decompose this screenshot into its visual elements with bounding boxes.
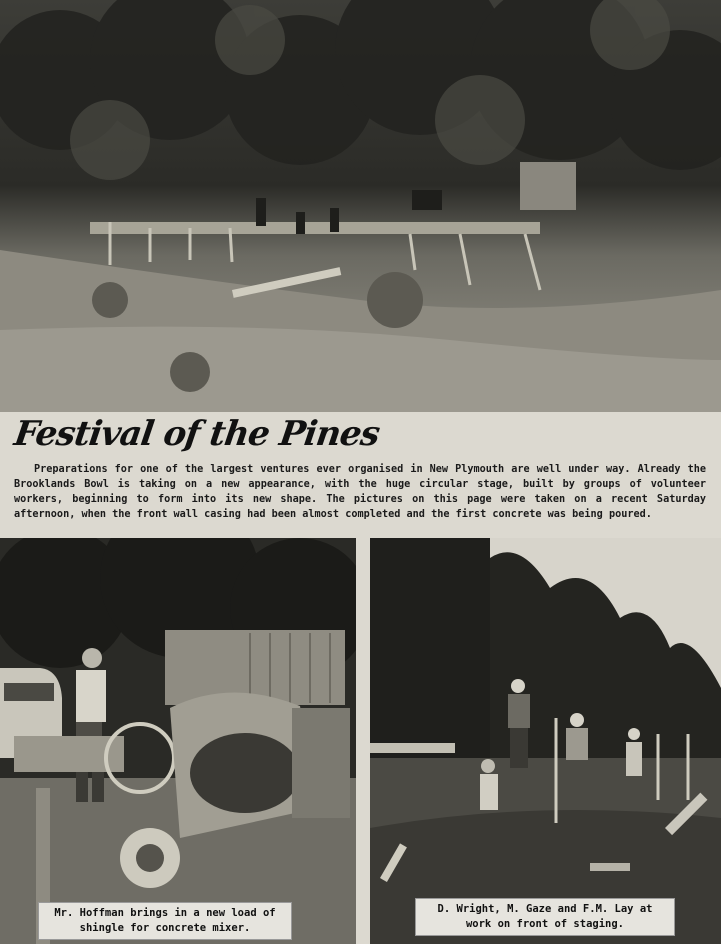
article-headline: Festival of the Pines <box>11 414 382 454</box>
caption-right: D. Wright, M. Gaze and F.M. Lay at work on front of staging. <box>415 898 675 936</box>
construction-site-photo <box>0 0 721 412</box>
staging-work-photo <box>370 538 721 944</box>
concrete-mixer-photo <box>0 538 356 944</box>
article-body: Preparations for one of the largest ventures ever organised in New Plymouth are well under way. Already the Brooklands Bowl is taking on a new appearance, with the huge circular stage, built by groups of volunteer workers, beginning to form into its new shape. The pictures on this page were taken on a recent Saturday afternoon, when the front wall casing had been almost completed and the first concrete was being poured. <box>14 464 706 520</box>
caption-left: Mr. Hoffman brings in a new load of shingle for concrete mixer. <box>38 902 292 940</box>
